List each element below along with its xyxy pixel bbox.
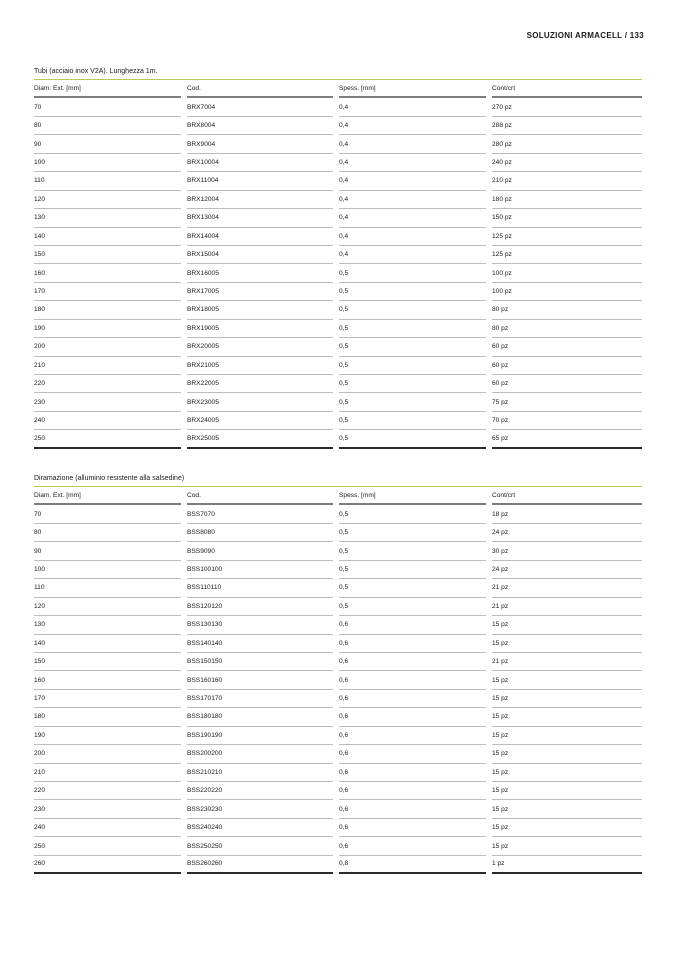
code-cell: BRX16005 [187, 264, 333, 282]
table-row [34, 283, 642, 301]
code-cell: BSS9090 [187, 542, 333, 560]
quantity-cell: 240 pz [492, 154, 642, 172]
code-cell: BSS170170 [187, 690, 333, 708]
quantity-cell: 100 pz [492, 283, 642, 301]
quantity-cell: 30 pz [492, 542, 642, 560]
quantity-cell: 65 pz [492, 430, 642, 448]
table-row [34, 800, 642, 818]
column-header: Spess. [mm] [339, 80, 486, 98]
thickness-cell: 0,4 [339, 209, 486, 227]
quantity-cell: 15 pz [492, 819, 642, 837]
quantity-cell: 75 pz [492, 393, 642, 411]
code-cell: BSS180180 [187, 708, 333, 726]
code-cell: BSS8080 [187, 524, 333, 542]
diameter-cell: 90 [34, 542, 181, 560]
thickness-cell: 0,5 [339, 412, 486, 430]
diameter-cell: 150 [34, 653, 181, 671]
diameter-cell: 250 [34, 430, 181, 448]
table-row [34, 505, 642, 523]
column-header: Cod. [187, 80, 333, 98]
diameter-cell: 120 [34, 598, 181, 616]
quantity-cell: 15 pz [492, 782, 642, 800]
diameter-cell: 190 [34, 320, 181, 338]
thickness-cell: 0,4 [339, 154, 486, 172]
thickness-cell: 0,5 [339, 505, 486, 523]
diameter-cell: 90 [34, 135, 181, 153]
code-cell: BRX10004 [187, 154, 333, 172]
diameter-cell: 200 [34, 338, 181, 356]
quantity-cell: 18 pz [492, 505, 642, 523]
code-cell: BSS140140 [187, 635, 333, 653]
table-row [34, 154, 642, 172]
table-row [34, 246, 642, 264]
thickness-cell: 0,4 [339, 172, 486, 190]
column-header: Spess. [mm] [339, 487, 486, 505]
pipes-table [34, 80, 642, 449]
table-row [34, 393, 642, 411]
table-row [34, 727, 642, 745]
diameter-cell: 240 [34, 412, 181, 430]
thickness-cell: 0,6 [339, 800, 486, 818]
thickness-cell: 0,6 [339, 819, 486, 837]
quantity-cell: 80 pz [492, 320, 642, 338]
diameter-cell: 80 [34, 117, 181, 135]
code-cell: BSS110110 [187, 579, 333, 597]
quantity-cell: 15 pz [492, 690, 642, 708]
thickness-cell: 0,6 [339, 690, 486, 708]
table-row [34, 653, 642, 671]
quantity-cell: 21 pz [492, 579, 642, 597]
code-cell: BRX11004 [187, 172, 333, 190]
thickness-cell: 0,6 [339, 745, 486, 763]
diameter-cell: 200 [34, 745, 181, 763]
table-row [34, 745, 642, 763]
code-cell: BSS240240 [187, 819, 333, 837]
diameter-cell: 220 [34, 782, 181, 800]
table-row [34, 320, 642, 338]
thickness-cell: 0,4 [339, 246, 486, 264]
thickness-cell: 0,5 [339, 264, 486, 282]
table-row [34, 837, 642, 855]
code-cell: BRX24005 [187, 412, 333, 430]
diameter-cell: 130 [34, 209, 181, 227]
table-row [34, 98, 642, 116]
code-cell: BRX8004 [187, 117, 333, 135]
thickness-cell: 0,5 [339, 301, 486, 319]
thickness-cell: 0,5 [339, 357, 486, 375]
code-cell: BRX7004 [187, 98, 333, 116]
quantity-cell: 80 pz [492, 301, 642, 319]
branches-table-caption: Diramazione (alluminio resistente alla salsedine) [34, 475, 642, 487]
thickness-cell: 0,6 [339, 708, 486, 726]
diameter-cell: 220 [34, 375, 181, 393]
diameter-cell: 180 [34, 301, 181, 319]
thickness-cell: 0,5 [339, 283, 486, 301]
code-cell: BSS130130 [187, 616, 333, 634]
code-cell: BSS260260 [187, 856, 333, 874]
diameter-cell: 240 [34, 819, 181, 837]
thickness-cell: 0,6 [339, 616, 486, 634]
code-cell: BRX23005 [187, 393, 333, 411]
diameter-cell: 210 [34, 357, 181, 375]
code-cell: BSS160160 [187, 671, 333, 689]
quantity-cell: 280 pz [492, 135, 642, 153]
diameter-cell: 190 [34, 727, 181, 745]
quantity-cell: 15 pz [492, 764, 642, 782]
thickness-cell: 0,6 [339, 671, 486, 689]
code-cell: BRX18005 [187, 301, 333, 319]
table-row [34, 561, 642, 579]
branches-table [34, 487, 642, 874]
table-row [34, 412, 642, 430]
quantity-cell: 15 pz [492, 616, 642, 634]
thickness-cell: 0,4 [339, 135, 486, 153]
code-cell: BRX22005 [187, 375, 333, 393]
table-row [34, 228, 642, 246]
quantity-cell: 21 pz [492, 598, 642, 616]
quantity-cell: 15 pz [492, 745, 642, 763]
thickness-cell: 0,6 [339, 782, 486, 800]
table-row [34, 690, 642, 708]
diameter-cell: 70 [34, 505, 181, 523]
thickness-cell: 0,5 [339, 524, 486, 542]
thickness-cell: 0,5 [339, 579, 486, 597]
quantity-cell: 288 pz [492, 117, 642, 135]
thickness-cell: 0,4 [339, 228, 486, 246]
quantity-cell: 150 pz [492, 209, 642, 227]
thickness-cell: 0,6 [339, 727, 486, 745]
diameter-cell: 180 [34, 708, 181, 726]
thickness-cell: 0,6 [339, 764, 486, 782]
code-cell: BSS190190 [187, 727, 333, 745]
code-cell: BRX19005 [187, 320, 333, 338]
table-header-row [34, 487, 642, 505]
diameter-cell: 230 [34, 800, 181, 818]
thickness-cell: 0,6 [339, 653, 486, 671]
quantity-cell: 125 pz [492, 246, 642, 264]
quantity-cell: 210 pz [492, 172, 642, 190]
diameter-cell: 70 [34, 98, 181, 116]
table-row [34, 598, 642, 616]
table-row [34, 338, 642, 356]
quantity-cell: 1 pz [492, 856, 642, 874]
diameter-cell: 120 [34, 191, 181, 209]
code-cell: BRX9004 [187, 135, 333, 153]
quantity-cell: 15 pz [492, 635, 642, 653]
code-cell: BSS200200 [187, 745, 333, 763]
quantity-cell: 60 pz [492, 338, 642, 356]
quantity-cell: 15 pz [492, 708, 642, 726]
quantity-cell: 270 pz [492, 98, 642, 116]
code-cell: BRX12004 [187, 191, 333, 209]
pipes-table-caption: Tubi (acciaio inox V2A). Lunghezza 1m. [34, 68, 642, 80]
table-row [34, 579, 642, 597]
table-header-row [34, 80, 642, 98]
column-header: Diam. Ext. [mm] [34, 80, 181, 98]
table-row [34, 430, 642, 448]
diameter-cell: 230 [34, 393, 181, 411]
code-cell: BSS100100 [187, 561, 333, 579]
diameter-cell: 110 [34, 579, 181, 597]
code-cell: BSS220220 [187, 782, 333, 800]
quantity-cell: 125 pz [492, 228, 642, 246]
pipes-section [34, 68, 642, 449]
table-row [34, 635, 642, 653]
table-row [34, 172, 642, 190]
quantity-cell: 180 pz [492, 191, 642, 209]
diameter-cell: 170 [34, 690, 181, 708]
table-row [34, 301, 642, 319]
branches-section [34, 475, 642, 874]
diameter-cell: 80 [34, 524, 181, 542]
thickness-cell: 0,6 [339, 837, 486, 855]
quantity-cell: 24 pz [492, 524, 642, 542]
code-cell: BSS230230 [187, 800, 333, 818]
code-cell: BSS250250 [187, 837, 333, 855]
diameter-cell: 100 [34, 154, 181, 172]
diameter-cell: 100 [34, 561, 181, 579]
diameter-cell: 110 [34, 172, 181, 190]
thickness-cell: 0,5 [339, 320, 486, 338]
thickness-cell: 0,5 [339, 430, 486, 448]
quantity-cell: 21 pz [492, 653, 642, 671]
column-header: Cod. [187, 487, 333, 505]
quantity-cell: 60 pz [492, 357, 642, 375]
diameter-cell: 160 [34, 671, 181, 689]
quantity-cell: 15 pz [492, 727, 642, 745]
thickness-cell: 0,5 [339, 542, 486, 560]
diameter-cell: 260 [34, 856, 181, 874]
code-cell: BRX20005 [187, 338, 333, 356]
code-cell: BSS150150 [187, 653, 333, 671]
code-cell: BRX17005 [187, 283, 333, 301]
code-cell: BRX25005 [187, 430, 333, 448]
table-row [34, 524, 642, 542]
table-row [34, 782, 642, 800]
table-row [34, 542, 642, 560]
table-row [34, 764, 642, 782]
thickness-cell: 0,6 [339, 635, 486, 653]
table-row [34, 671, 642, 689]
thickness-cell: 0,4 [339, 98, 486, 116]
thickness-cell: 0,4 [339, 191, 486, 209]
diameter-cell: 140 [34, 635, 181, 653]
thickness-cell: 0,5 [339, 598, 486, 616]
diameter-cell: 140 [34, 228, 181, 246]
table-row [34, 616, 642, 634]
table-row [34, 708, 642, 726]
quantity-cell: 60 pz [492, 375, 642, 393]
thickness-cell: 0,4 [339, 117, 486, 135]
thickness-cell: 0,5 [339, 375, 486, 393]
table-row [34, 375, 642, 393]
code-cell: BSS120120 [187, 598, 333, 616]
thickness-cell: 0,5 [339, 561, 486, 579]
page-header-title: SOLUZIONI ARMACELL / 133 [526, 31, 644, 40]
diameter-cell: 250 [34, 837, 181, 855]
table-row [34, 819, 642, 837]
code-cell: BRX21005 [187, 357, 333, 375]
quantity-cell: 15 pz [492, 671, 642, 689]
column-header: Cont/crt [492, 487, 642, 505]
table-row [34, 117, 642, 135]
column-header: Diam. Ext. [mm] [34, 487, 181, 505]
quantity-cell: 15 pz [492, 800, 642, 818]
diameter-cell: 130 [34, 616, 181, 634]
code-cell: BRX14004 [187, 228, 333, 246]
column-header: Cont/crt [492, 80, 642, 98]
table-row [34, 856, 642, 874]
thickness-cell: 0,5 [339, 393, 486, 411]
code-cell: BSS7070 [187, 505, 333, 523]
quantity-cell: 70 pz [492, 412, 642, 430]
table-row [34, 357, 642, 375]
thickness-cell: 0,5 [339, 338, 486, 356]
diameter-cell: 170 [34, 283, 181, 301]
quantity-cell: 24 pz [492, 561, 642, 579]
code-cell: BRX15004 [187, 246, 333, 264]
diameter-cell: 160 [34, 264, 181, 282]
code-cell: BRX13004 [187, 209, 333, 227]
code-cell: BSS210210 [187, 764, 333, 782]
diameter-cell: 210 [34, 764, 181, 782]
thickness-cell: 0,8 [339, 856, 486, 874]
table-row [34, 209, 642, 227]
table-row [34, 135, 642, 153]
diameter-cell: 150 [34, 246, 181, 264]
quantity-cell: 15 pz [492, 837, 642, 855]
table-row [34, 191, 642, 209]
table-row [34, 264, 642, 282]
quantity-cell: 100 pz [492, 264, 642, 282]
